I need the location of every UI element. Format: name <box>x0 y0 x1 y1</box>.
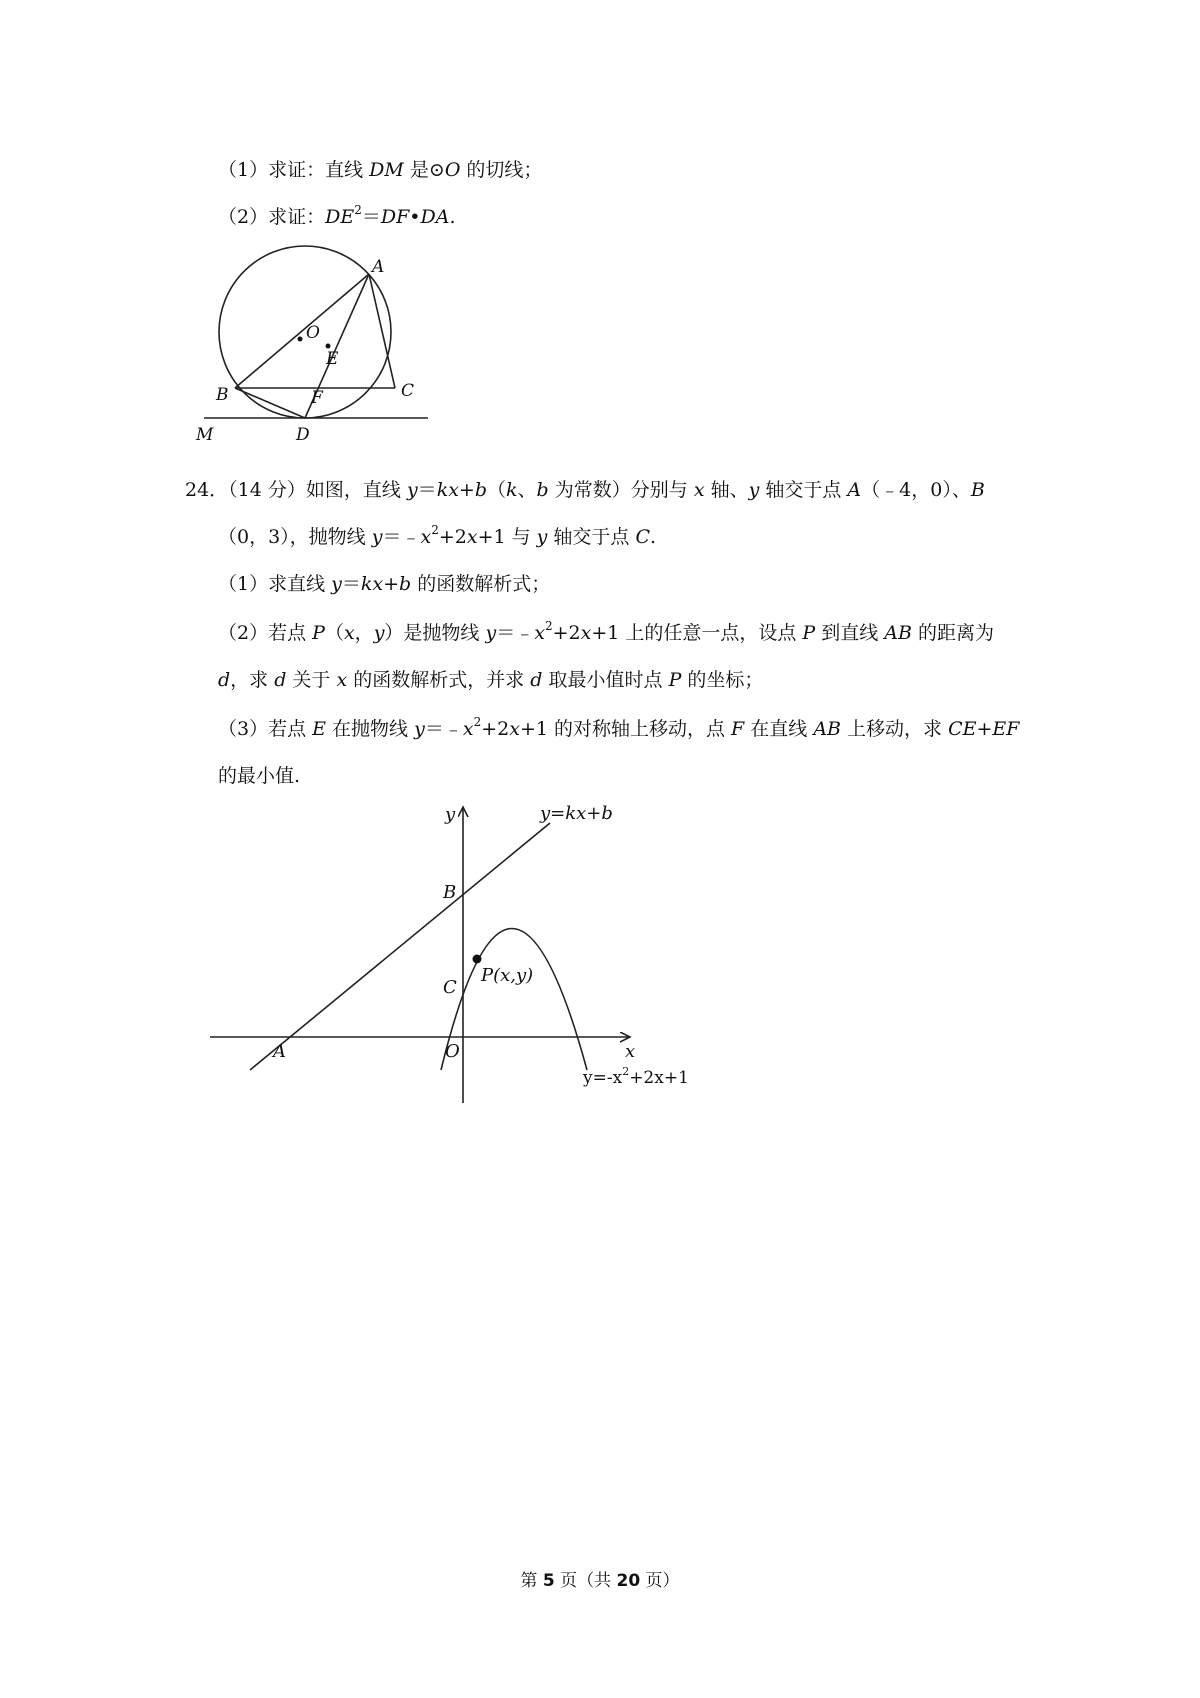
label-a: A <box>273 1041 286 1062</box>
q24-part2a: （2）若点 P（x，y）是抛物线 $y=﹣x^2+2x+1$ 上的任意一点，设点 P 到直线 AB 的距离为 <box>218 619 995 644</box>
label-a: A <box>372 257 385 277</box>
point-p <box>473 955 482 964</box>
label-f: F <box>311 388 323 408</box>
page-footer: 第 5 页（共 20 页） <box>520 1571 680 1591</box>
label-c: C <box>401 381 415 401</box>
line-ab <box>250 823 550 1070</box>
label-b: B <box>216 385 229 405</box>
point-e <box>326 344 331 349</box>
q24-part3b: 的最小值. <box>218 765 301 787</box>
label-b: B <box>443 882 457 903</box>
point-o <box>298 337 303 342</box>
label-c: C <box>443 977 457 998</box>
q24-part1: （1）求直线 y＝kx+b 的函数解析式； <box>218 573 551 595</box>
coordinate-figure <box>205 795 689 1115</box>
label-o: O <box>306 323 320 343</box>
label-p: P(x,y) <box>481 965 534 986</box>
label-e: E <box>326 349 339 369</box>
label-x-axis: x <box>625 1041 636 1062</box>
label-d: D <box>296 425 310 445</box>
circle-figure <box>196 252 450 452</box>
label-m: M <box>196 425 214 445</box>
q24-part3a: （3）若点 E 在抛物线 $y=﹣x^2+2x+1$ 的对称轴上移动，点 F 在直线 AB 上移动，求 CE+EF <box>218 715 1020 740</box>
q23-part2: （2）求证：$DE^2=DF•DA$. <box>218 203 456 228</box>
q23-part1: （1）求证：直线 DM 是⊙O 的切线； <box>218 159 543 181</box>
label-line-eq: y=kx+b <box>540 803 613 824</box>
label-o: O <box>445 1041 460 1062</box>
label-y-axis: y <box>445 804 456 825</box>
segment-ab <box>235 274 369 388</box>
q24-part2b: d，求 d 关于 x 的函数解析式，并求 d 取最小值时点 P 的坐标； <box>218 669 764 691</box>
label-parabola-eq: $y=-x^2+2x+1$ <box>583 1065 689 1088</box>
q24-line2: （0，3），抛物线 $y=﹣x^2+2x+1$ 与 y 轴交于点 C. <box>218 523 657 548</box>
q24-line1: 24．（14 分）如图，直线 y＝kx+b（k、b 为常数）分别与 x 轴、y 轴交于点 A（﹣4，0）、B <box>185 479 985 501</box>
segment-bd <box>235 388 305 418</box>
